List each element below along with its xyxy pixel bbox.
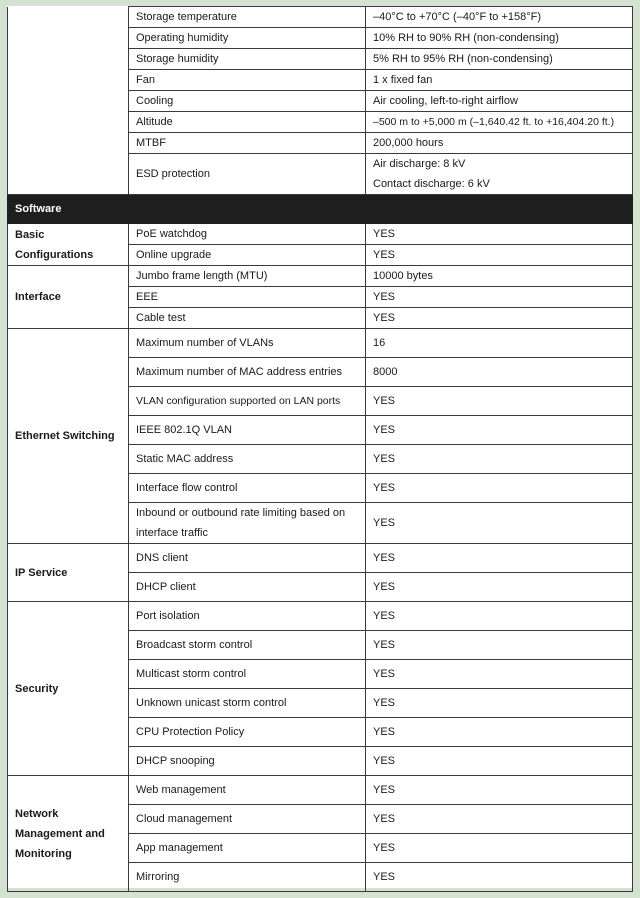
feature-cell: Maximum number of VLANs [129, 329, 366, 358]
feature-cell: DHCP snooping [129, 747, 366, 776]
category-line: Monitoring [15, 847, 72, 860]
value-cell: YES [366, 747, 633, 776]
table-row [8, 7, 633, 28]
feature-cell: Interface flow control [129, 474, 366, 503]
value-cell: YES [366, 573, 633, 602]
value-cell: YES [366, 602, 633, 631]
feature-cell: Unknown unicast storm control [129, 689, 366, 718]
value-line: Air discharge: 8 kV [373, 158, 466, 170]
feature-cell: App management [129, 834, 366, 863]
value-cell: YES [366, 416, 633, 445]
value-cell: 8000 [366, 358, 633, 387]
feature-cell: IEEE 802.1Q VLAN [129, 416, 366, 445]
category-cell: Interface [8, 266, 129, 329]
feature-cell: Cloud management [129, 805, 366, 834]
value-cell: YES [366, 387, 633, 416]
value-cell: YES [366, 445, 633, 474]
feature-cell: Online upgrade [129, 245, 366, 266]
value-cell: YES [366, 776, 633, 805]
feature-cell: Web management [129, 776, 366, 805]
feature-cell: MTBF [129, 133, 366, 154]
value-cell: 16 [366, 329, 633, 358]
feature-cell: CPU Protection Policy [129, 718, 366, 747]
feature-cell: Jumbo frame length (MTU) [129, 266, 366, 287]
feature-cell: PoE watchdog [129, 224, 366, 245]
value-cell: YES [366, 660, 633, 689]
feature-cell: Altitude [129, 112, 366, 133]
value-cell: 5% RH to 95% RH (non-condensing) [366, 49, 633, 70]
value-cell: YES [366, 718, 633, 747]
feature-cell: Multicast storm control [129, 660, 366, 689]
feature-cell: Storage temperature [129, 7, 366, 28]
value-cell: YES [366, 544, 633, 573]
feature-cell: Cooling [129, 91, 366, 112]
value-cell: 1 x fixed fan [366, 70, 633, 91]
feature-cell: ESD protection [129, 154, 366, 195]
category-cell: Ethernet Switching [8, 329, 129, 544]
value-cell: –500 m to +5,000 m (–1,640.42 ft. to +16,404.20 ft.) [366, 112, 633, 133]
value-cell: YES [366, 474, 633, 503]
feature-cell: DNS client [129, 544, 366, 573]
value-cell: 10% RH to 90% RH (non-condensing) [366, 28, 633, 49]
value-cell: YES [366, 224, 633, 245]
feature-cell: Mirroring [129, 863, 366, 892]
category-line: Network [15, 807, 59, 820]
value-cell: YES [366, 834, 633, 863]
value-line: Contact discharge: 6 kV [373, 178, 490, 190]
category-line: Management and [15, 827, 105, 840]
category-cell: Basic Configurations [8, 224, 129, 266]
category-cell: Security [8, 602, 129, 776]
feature-cell: Port isolation [129, 602, 366, 631]
feature-cell: DHCP client [129, 573, 366, 602]
value-cell: YES [366, 689, 633, 718]
value-cell: YES [366, 287, 633, 308]
value-cell: YES [366, 631, 633, 660]
category-cell: IP Service [8, 544, 129, 602]
table-row [8, 776, 633, 805]
value-cell: 10000 bytes [366, 266, 633, 287]
feature-cell: VLAN configuration supported on LAN ports [129, 387, 366, 416]
feature-cell: Cable test [129, 308, 366, 329]
feature-cell: Operating humidity [129, 28, 366, 49]
value-cell: YES [366, 805, 633, 834]
table-row [8, 602, 633, 631]
feature-cell: Fan [129, 70, 366, 91]
feature-cell: EEE [129, 287, 366, 308]
table-row [8, 224, 633, 245]
feature-cell: Maximum number of MAC address entries [129, 358, 366, 387]
value-cell: YES [366, 245, 633, 266]
spec-table [7, 6, 633, 892]
spec-sheet [7, 6, 632, 888]
feature-cell: Static MAC address [129, 445, 366, 474]
feature-cell: Storage humidity [129, 49, 366, 70]
category-cell [8, 7, 129, 195]
section-title: Software [8, 195, 633, 224]
value-cell: –40°C to +70°C (–40°F to +158°F) [366, 7, 633, 28]
value-cell [366, 154, 633, 195]
table-row [8, 266, 633, 287]
value-cell: 200,000 hours [366, 133, 633, 154]
feature-cell: Broadcast storm control [129, 631, 366, 660]
value-cell: YES [366, 863, 633, 892]
category-cell [8, 776, 129, 892]
value-cell: YES [366, 308, 633, 329]
section-header-row [8, 195, 633, 224]
table-row [8, 544, 633, 573]
feature-cell: Inbound or outbound rate limiting based on interface traffic [129, 503, 366, 544]
value-cell: Air cooling, left-to-right airflow [366, 91, 633, 112]
table-row [8, 329, 633, 358]
value-cell: YES [366, 503, 633, 544]
